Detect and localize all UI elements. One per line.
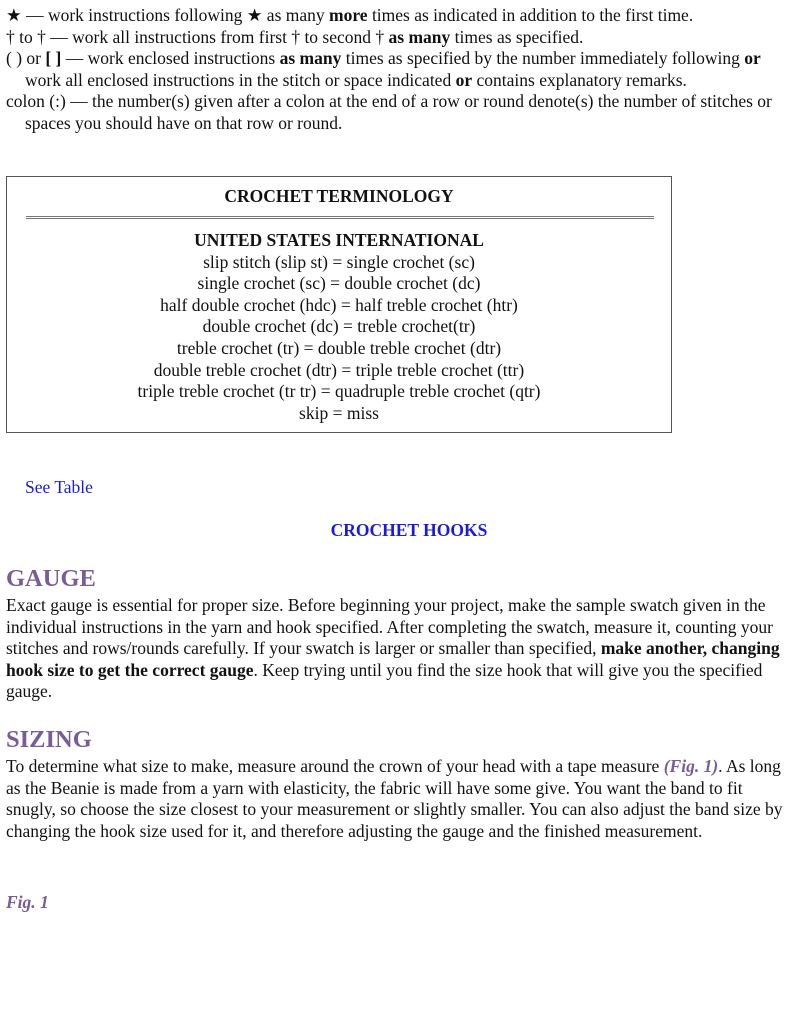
abbreviation-dagger-text-end: times as specified.	[450, 26, 584, 47]
abbreviation-star-text-end: times as indicated in addition to the first time.	[367, 5, 694, 25]
abbreviation-dagger-bold: as many	[388, 26, 451, 47]
abbreviation-dagger	[6, 27, 796, 49]
gauge-text-end: . Keep trying until you find the size hook that will give you the specified gauge.	[6, 659, 763, 702]
terminology-row: double treble crochet (dtr) = triple treble crochet (ttr)	[153, 359, 525, 380]
abbreviation-brackets-text-4: work all enclosed instructions in the stitch or space indicated	[25, 69, 456, 90]
terminology-row: double crochet (dc) = treble crochet(tr)	[202, 316, 476, 337]
gauge-text: Exact gauge is essential for proper size. Before beginning your project, make the sample swatch given in the individual instructions in the yarn and hook specified. After completing the swatch, measure it, counting your stitches and rows/rounds carefully. If your swatch is larger or smaller than specified,	[6, 595, 773, 659]
terminology-header: UNITED STATES INTERNATIONAL	[194, 230, 484, 250]
terminology-row: slip stitch (slip st) = single crochet (sc)	[203, 251, 475, 272]
terminology-row: skip = miss	[299, 402, 379, 423]
abbreviation-brackets-text: ( ) or	[6, 48, 46, 69]
abbreviation-star-text: ★ — work instructions following ★ as many	[6, 5, 330, 25]
see-table-link[interactable]: See Table	[25, 477, 93, 497]
abbreviation-colon-text: colon (:) — the number(s) given after a colon at the end of a row or round denote(s) the number of stitches or spaces you should have on that row or round.	[6, 91, 772, 133]
gauge-text-bold: make another, changing hook size to get the correct gauge	[6, 638, 780, 680]
abbreviation-star	[6, 5, 796, 27]
abbreviations-list	[6, 5, 796, 135]
terminology-divider	[26, 216, 654, 219]
fig-1-reference: (Fig. 1)	[663, 756, 719, 776]
terminology-row: single crochet (sc) = double crochet (dc)	[197, 273, 481, 294]
sizing-text: To determine what size to make, measure around the crown of your head with a tape measure	[6, 756, 664, 776]
abbreviation-brackets-text-5: contains explanatory remarks.	[472, 69, 687, 90]
abbreviation-brackets-text-2: — work enclosed instructions	[61, 48, 280, 69]
abbreviation-brackets	[6, 48, 796, 91]
sizing-paragraph	[6, 756, 796, 842]
abbreviation-brackets-text-3: times as specified by the number immediately following	[341, 48, 745, 69]
figure-label: Fig. 1	[6, 892, 49, 912]
abbreviation-star-bold: more	[329, 5, 368, 25]
terminology-title: CROCHET TERMINOLOGY	[224, 186, 454, 206]
abbreviation-brackets-bold-3: or	[744, 48, 761, 69]
terminology-row: half double crochet (hdc) = half treble crochet (htr)	[160, 294, 518, 315]
abbreviation-brackets-bold-2: as many	[279, 48, 342, 69]
crochet-hooks-link[interactable]: CROCHET HOOKS	[330, 520, 488, 540]
abbreviation-dagger-text: † to † — work all instructions from first † to second †	[6, 26, 389, 47]
crochet-terminology-table	[6, 176, 672, 433]
terminology-row: treble crochet (tr) = double treble crochet (dtr)	[176, 337, 502, 358]
gauge-heading: GAUGE	[6, 565, 96, 592]
sizing-heading: SIZING	[6, 726, 92, 753]
terminology-row: triple treble crochet (tr tr) = quadruple treble crochet (qtr)	[137, 381, 541, 402]
abbreviation-brackets-bold-4: or	[455, 69, 473, 90]
abbreviation-brackets-bold: [ ]	[45, 48, 62, 69]
terminology-list	[7, 230, 671, 424]
sizing-text-end: . As long as the Beanie is made from a yarn with elasticity, the fabric will have some give. You want the band to fit snugly, so choose the size closest to your measurement or slightly smaller. You can also adjust the band size by changing the hook size used for it, and therefore adjusting the gauge and the finished measurement.	[6, 756, 783, 841]
gauge-paragraph	[6, 595, 796, 703]
abbreviation-colon	[6, 91, 796, 134]
